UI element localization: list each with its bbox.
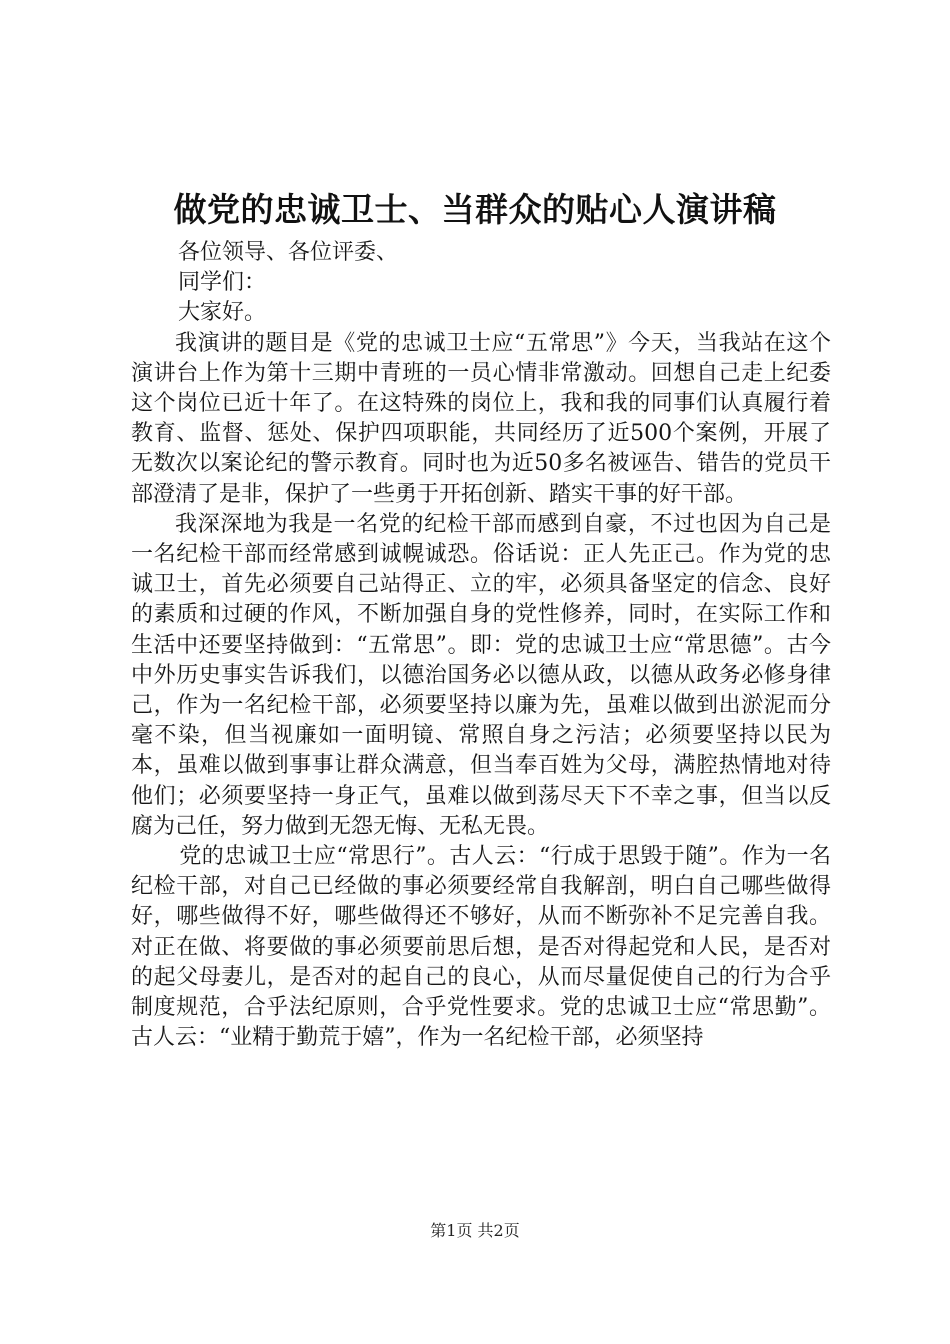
document-title: 做党的忠诚卫士、当群众的贴心人演讲稿 — [173, 190, 777, 229]
greeting-line: 同学们： — [178, 270, 267, 296]
greeting-line: 各位领导、各位评委、 — [178, 240, 399, 265]
body-paragraph: 党的忠诚卫士应“常思行”。古人云：“行成于思毁于随”。作为一名纪检干部，对自己已经做的事必须要经常自我解剖，明白自己哪些做得好，哪些做得不好，哪些做得还不够好，从而不断弥补不足完善自我。对正在做、将要做的事必须要前思后想，是否对得起党和人民，是否对的起父母妻儿，是否对的起自己的良心，从而尽量促使自己的行为合乎制度规范，合乎法纪原则，合乎党性要求。党的忠诚卫士应“常思勤”。古人云：“业精于勤荒于嬉”，作为一名纪检干部，必须坚持 — [131, 844, 831, 1051]
greeting-line: 大家好。 — [178, 300, 267, 326]
document-body — [131, 238, 831, 1053]
page-footer: 第1页 共2页 — [430, 1221, 520, 1240]
body-paragraph: 我演讲的题目是《党的忠诚卫士应“五常思”》今天，当我站在这个演讲台上作为第十三期中青班的一员心情非常激动。回想自己走上纪委这个岗位已近十年了。在这特殊的岗位上，我和我的同事们认真履行着教育、监督、惩处、保护四项职能，共同经历了近500个案例，开展了无数次以案论纪的警示教育。同时也为近50多名被诬告、错告的党员干部澄清了是非，保护了一些勇于开拓创新、踏实干事的好干部。 — [131, 330, 831, 507]
body-paragraph: 我深深地为我是一名党的纪检干部而感到自豪，不过也因为自己是一名纪检干部而经常感到诚幌诚恐。俗话说：正人先正己。作为党的忠诚卫士，首先必须要自己站得正、立的牢，必须具备坚定的信念、良好的素质和过硬的作风，不断加强自身的党性修养，同时，在实际工作和生活中还要坚持做到：“五常思”。即：党的忠诚卫士应“常思德”。古今中外历史事实告诉我们，以德治国务必以德从政，以德从政务必修身律己，作为一名纪检干部，必须要坚持以廉为先，虽难以做到出淤泥而分毫不染，但当视廉如一面明镜、常照自身之污洁；必须要坚持以民为本，虽难以做到事事让群众满意，但当奉百姓为父母，满腔热情地对待他们；必须要坚持一身正气，虽难以做到荡尽天下不幸之事，但当以反腐为己任，努力做到无怨无悔、无私无畏。 — [131, 511, 831, 839]
